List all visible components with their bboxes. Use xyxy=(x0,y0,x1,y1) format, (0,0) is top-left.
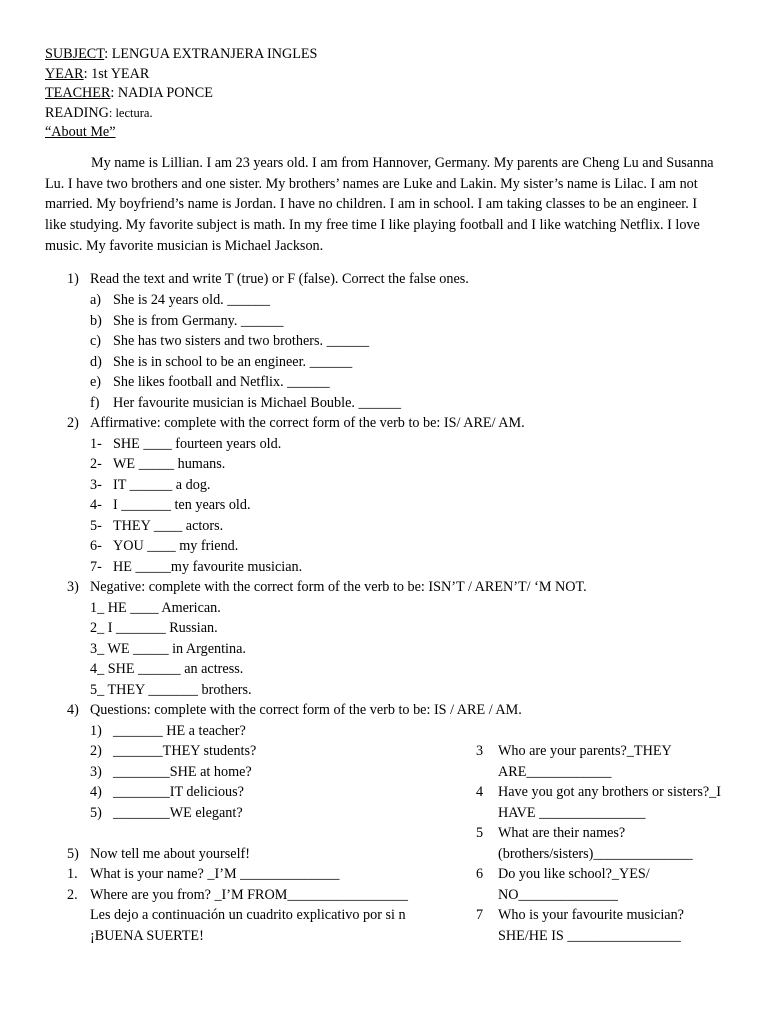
right-q-line2: NO______________ xyxy=(498,886,618,903)
ex5-number: 5) xyxy=(67,845,79,862)
right-q-line2: (brothers/sisters)______________ xyxy=(498,845,693,862)
teacher-label: TEACHER xyxy=(45,85,111,101)
ex4-instruction: Questions: complete with the correct form of the verb to be: IS / ARE / AM. xyxy=(90,702,522,718)
ex2-item-text: IT ______ a dog. xyxy=(113,476,211,493)
ex1-instruction: Read the text and write T (true) or F (false). Correct the false ones. xyxy=(90,271,469,287)
ex5-instruction: Now tell me about yourself! xyxy=(90,845,250,862)
right-q-number: 7 xyxy=(476,907,484,923)
teacher-value: : NADIA PONCE xyxy=(110,85,213,101)
ex4-item-label: 5) xyxy=(90,804,102,821)
ex1-item-text: She is from Germany. ______ xyxy=(113,312,284,329)
ex3-item: 1_ HE ____ American. xyxy=(90,599,221,616)
ex2-item-text: HE _____my favourite musician. xyxy=(113,558,303,575)
ex2-item-label: 1- xyxy=(90,435,102,452)
worksheet-header xyxy=(45,45,317,143)
reading-paragraph: My name is Lillian. I am 23 years old. I am from Hannover, Germany. My parents are Cheng Lu and Susanna Lu. I have two brothers and one sister. My brothers’ names are Luke and Lakin. My sister’s name is Lilac. I am not married. My boyfriend’s name is Jordan. I have no children. I am in school. I am taking classes to be an engineer. I like studying. My favorite subject is math. In my free time I like playing football and I like watching Netflix. I love music. My favorite musician is Michael Jackson. xyxy=(45,155,714,254)
ex1-item-text: She has two sisters and two brothers. ______ xyxy=(113,333,370,349)
ex1-item-text: She is in school to be an engineer. ______ xyxy=(113,353,353,370)
right-q-line1: Who are your parents?_THEY xyxy=(498,743,672,759)
right-q-number: 6 xyxy=(476,866,484,882)
ex5-item-text: Where are you from? _I’M FROM_________________ xyxy=(90,886,408,903)
right-q-number: 3 xyxy=(476,743,484,759)
ex2-instruction: Affirmative: complete with the correct form of the verb to be: IS/ ARE/ AM. xyxy=(90,415,525,431)
ex5-item-text: What is your name? _I’M ______________ xyxy=(90,866,340,882)
ex1-item-label: b) xyxy=(90,312,102,329)
ex3-number: 3) xyxy=(67,579,79,595)
ex2-item-text: WE _____ humans. xyxy=(113,456,226,472)
ex2-item-label: 7- xyxy=(90,558,102,575)
ex2-item-label: 2- xyxy=(90,456,102,472)
ex2-item-label: 6- xyxy=(90,538,102,554)
ex5-note: Les dejo a continuación un cuadrito explicativo por si n xyxy=(90,907,406,923)
ex1-item-label: c) xyxy=(90,333,102,349)
ex1-item-text: She likes football and Netflix. ______ xyxy=(113,374,330,390)
ex1-item-label: e) xyxy=(90,374,102,390)
ex4-item-label: 3) xyxy=(90,763,102,780)
reading-label: READING xyxy=(45,104,109,121)
ex1-number: 1) xyxy=(67,271,79,287)
ex4-item-text: ________SHE at home? xyxy=(113,763,252,780)
ex2-item-label: 3- xyxy=(90,476,102,493)
ex4-item-label: 2) xyxy=(90,743,102,759)
year-line xyxy=(45,65,317,85)
right-q-number: 5 xyxy=(476,825,484,841)
ex1-item-text: Her favourite musician is Michael Bouble. ______ xyxy=(113,394,402,411)
ex2-item-text: SHE ____ fourteen years old. xyxy=(113,435,282,452)
ex5-farewell: ¡BUENA SUERTE! xyxy=(90,927,204,944)
reading-line xyxy=(45,104,317,124)
year-value: : 1st YEAR xyxy=(83,65,150,82)
right-q-line2: HAVE _______________ xyxy=(498,804,646,821)
ex4-item-label: 1) xyxy=(90,722,102,739)
ex2-item-label: 4- xyxy=(90,497,102,513)
right-q-number: 4 xyxy=(476,784,484,800)
teacher-line xyxy=(45,84,317,104)
reading-value: : lectura. xyxy=(108,105,153,120)
ex2-item-text: I _______ ten years old. xyxy=(113,497,251,513)
right-q-line2: ARE____________ xyxy=(498,763,612,780)
ex4-item-text: _______ HE a teacher? xyxy=(113,722,246,739)
ex3-instruction: Negative: complete with the correct form of the verb to be: ISN’T / AREN’T/ ‘M NOT. xyxy=(90,579,587,595)
right-q-line1: Who is your favourite musician? xyxy=(498,907,684,923)
ex1-item-label: a) xyxy=(90,292,102,308)
ex2-item-label: 5- xyxy=(90,517,102,534)
right-q-line2: SHE/HE IS ________________ xyxy=(498,927,681,944)
ex2-item-text: THEY ____ actors. xyxy=(113,517,224,534)
ex5-item-label: 2. xyxy=(67,886,78,903)
subject-label: SUBJECT xyxy=(45,46,105,62)
ex2-item-text: YOU ____ my friend. xyxy=(113,538,239,554)
subject-line xyxy=(45,45,317,65)
ex1-item-label: f) xyxy=(90,394,100,411)
ex4-item-text: ________IT delicious? xyxy=(113,784,244,800)
ex3-item: 3_ WE _____ in Argentina. xyxy=(90,640,246,657)
ex5-item-label: 1. xyxy=(67,866,78,882)
ex4-item-label: 4) xyxy=(90,784,102,800)
ex3-item: 5_ THEY _______ brothers. xyxy=(90,681,252,698)
ex4-item-text: ________WE elegant? xyxy=(113,804,243,821)
ex1-item-label: d) xyxy=(90,353,102,370)
subject-value: : LENGUA EXTRANJERA INGLES xyxy=(104,46,318,62)
ex4-item-text: _______THEY students? xyxy=(113,743,257,759)
ex3-item: 2_ I _______ Russian. xyxy=(90,620,218,636)
ex4-number: 4) xyxy=(67,702,79,718)
ex2-number: 2) xyxy=(67,415,79,431)
right-q-line1: Have you got any brothers or sisters?_I xyxy=(498,784,722,800)
reading-title: “About Me” xyxy=(45,124,116,140)
right-q-line1: Do you like school?_YES/ xyxy=(498,866,650,882)
right-q-line1: What are their names? xyxy=(498,825,626,841)
ex1-item-text: She is 24 years old. ______ xyxy=(113,292,270,308)
ex3-item: 4_ SHE ______ an actress. xyxy=(90,661,244,677)
year-label: YEAR xyxy=(45,65,84,82)
